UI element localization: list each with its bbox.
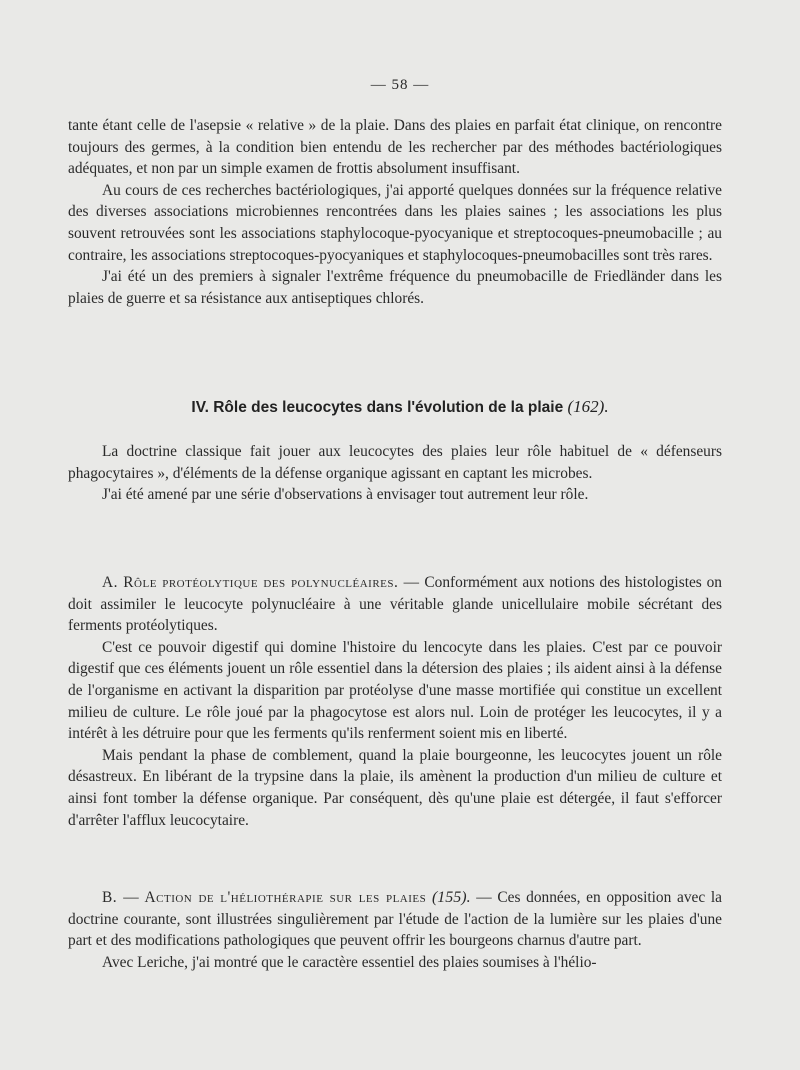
heading-reference: (162). — [567, 397, 609, 416]
paragraph-text: — Ces données, en opposition avec la doctrine courante, sont illustrées singulièrement par l'étude de l'action de la lumière sur les plaies d'une part et des modifications pathologiques que peuvent offrir les bourgeons charnus d'autre part. — [68, 889, 722, 950]
paragraph: La doctrine classique fait jouer aux leucocytes des plaies leur rôle habituel de « défenseurs phagocytaires », d'éléments de la défense organique agissant en captant les microbes. — [68, 443, 722, 482]
section-heading — [0, 397, 800, 417]
paragraph: Avec Leriche, j'ai montré que le caractère essentiel des plaies soumises à l'hélio- — [102, 953, 597, 971]
paragraph: tante étant celle de l'asepsie « relative » de la plaie. Dans des plaies en parfait état clinique, on rencontre toujours des germes, à la condition bien entendu de les rechercher par des méthodes bactériologiques adéquates, et non par un simple examen de frottis absolument insuffisant. — [68, 117, 722, 178]
paragraph: Au cours de ces recherches bactériologiques, j'ai apporté quelques données sur la fréquence relative des diverses associations microbiennes rencontrées dans les plaies saines ; les associations les plus souvent retrouvées sont les associations staphylocoque-pyocyanique et streptocoques-pneumobacille ; au contraire, les associations streptocoques-pyocyaniques et staphylocoques-pneumobacilles sont très rares. — [68, 181, 722, 264]
paragraph: Mais pendant la phase de comblement, quand la plaie bourgeonne, les leucocytes jouent un rôle désastreux. En libérant de la trypsine dans la plaie, ils amènent la production d'un milieu de culture et ainsi font tomber la défense organique. Par conséquent, dès qu'une plaie est détergée, il faut s'efforcer d'arrêter l'afflux leucocytaire. — [68, 746, 722, 829]
subsection-label: A. Rôle protéolytique des polynucléaires. — — [102, 574, 420, 591]
section-doctrine — [68, 441, 722, 506]
paragraph — [68, 572, 722, 637]
paragraph: J'ai été amené par une série d'observations à envisager tout autrement leur rôle. — [102, 486, 589, 504]
heading-text: IV. Rôle des leucocytes dans l'évolution de la plaie — [191, 399, 564, 416]
section-heliotherapy — [68, 887, 722, 973]
paragraph: J'ai été un des premiers à signaler l'extrême fréquence du pneumobacille de Friedländer dans les plaies de guerre et sa résistance aux antiseptiques chlorés. — [68, 268, 722, 307]
paragraph — [68, 887, 722, 952]
subsection-label: B. — Action de l'héliothérapie sur les plaies — [102, 889, 427, 906]
section-bacteriology — [68, 115, 722, 309]
page-number: — 58 — — [370, 77, 430, 93]
paragraph-text: Conformément aux notions des histologistes on doit assimiler le leucocyte polynucléaire à une véritable glande unicellulaire mobile sécrétant des ferments protéolytiques. — [68, 574, 722, 635]
subsection-reference: (155). — [431, 889, 471, 906]
paragraph: C'est ce pouvoir digestif qui domine l'histoire du lencocyte dans les plaies. C'est par ce pouvoir digestif que ces éléments jouent un rôle essentiel dans la détersion des plaies ; ils aident ainsi à la défense de l'organisme en activant la disparition par protéolyse d'une masse mortifiée qui constitue un excellent milieu de culture. Le rôle joué par la phagocytose est alors nul. Loin de protéger les leucocytes, il y a intérêt à les détruire pour que les ferments qu'ils renferment soient mis en liberté. — [68, 638, 722, 743]
section-proteolytic-role — [68, 572, 722, 831]
